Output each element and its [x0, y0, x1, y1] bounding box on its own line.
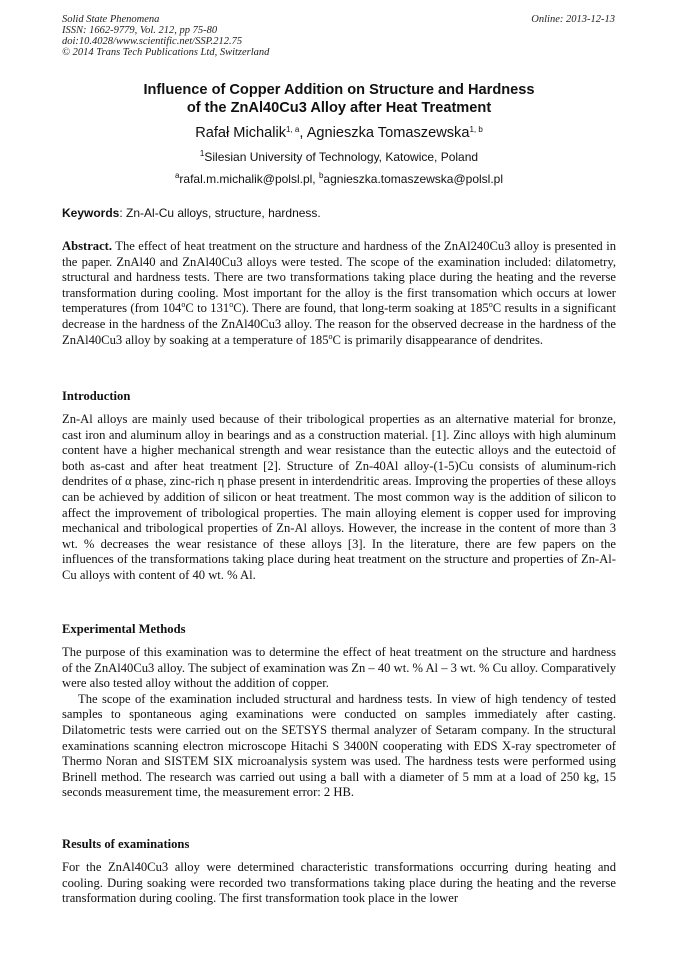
paper-title: [62, 81, 616, 117]
methods-paragraph-2: The scope of the examination included structural and hardness tests. In view of high tendency of tested samples to spontaneous aging examinations were conducted on samples immediately after casting. Dilatometric tests were carried out on the SETSYS thermal analyzer of Setaram company. In the structural examinations scanning electron microscope Hitachi S 3400N cooperating with EDS X-ray spectrometer of Thermo Noran and SISTEM SIX microanalysis system was used. The hardness tests were performed using Brinell method. The research was carried out using a ball with a diameter of 5 mm at a load of 250 kg, 15 seconds measurement time, the measurement error: 2 HB.: [62, 691, 616, 800]
results-text: For the ZnAl40Cu3 alloy were determined characteristic transformations occurring during heating and cooling. During soaking were recorded two transformations taking place during the heating and the reverse transformation during cooling. The first transformation took place in the lower: [62, 860, 616, 906]
issn-line: ISSN: 1662-9779, Vol. 212, pp 75-80: [62, 25, 218, 36]
author-emails: $^a$rafal.m.michalik@polsl.pl, $^b$agnieszka.tomaszewska@polsl.pl: [174, 171, 504, 186]
methods-paragraph-1: The purpose of this examination was to determine the effect of heat treatment on the structure and hardness of the ZnAl40Cu3 alloy. The subject of examination was Zn – 40 wt. % Al – 3 wt. % Cu alloy. Comparatively were also tested alloy without the addition of copper.: [62, 645, 616, 691]
abstract-label: Abstract.: [62, 239, 113, 253]
methods-text: [62, 645, 616, 801]
keywords-text: : Zn-Al-Cu alloys, structure, hardness.: [119, 206, 321, 220]
email-b[interactable]: agnieszka.tomaszewska@polsl.pl: [323, 172, 504, 186]
author-2: Agnieszka Tomaszewska: [306, 125, 470, 141]
keywords-label: Keywords: [62, 206, 120, 220]
abstract: Abstract. The effect of heat treatment on the structure and hardness of the ZnAl240Cu3 alloy is presented in the paper. ZnAl40 and ZnAl40Cu3 alloys were tested. The scope of the examination included: dilatometry, structural and hardness tests. There are two transformations taking place during the heating and the reverse transformation during cooling. Most important for the alloy is the first transomation which occurs at lower temperatures (from 104$^o$C to 131$^o$C). There are found, that long-term soaking at 185$^o$C results in a significant decrease in the hardness of the ZnAl40Cu3 alloy. The reason for the observed decrease in the hardness of the ZnAl40Cu3 alloy by soaking at a temperature of 185$^o$C is primarily disappearance of dendrites.: [62, 239, 617, 347]
email-a[interactable]: rafal.m.michalik@polsl.pl,: [179, 172, 319, 186]
results-heading: Results of examinations: [62, 837, 190, 851]
journal-name: Solid State Phenomena: [62, 14, 160, 25]
title-line-2: of the ZnAl40Cu3 Alloy after Heat Treatment: [186, 100, 492, 116]
doi-line: doi:10.4028/www.scientific.net/SSP.212.75: [62, 36, 243, 47]
author-1-sup: 1, a: [286, 125, 300, 134]
author-separator: ,: [299, 125, 307, 141]
affiliation-text: Silesian University of Technology, Katowice, Poland: [204, 150, 479, 164]
author-list: [62, 124, 616, 142]
introduction-text: Zn-Al alloys are mainly used because of their tribological properties as an alternative material for bronze, cast iron and aluminum alloy in bearings and as a construction material. [1]. Zinc alloys with high aluminum content have a higher mechanical strength and wear resistance than the eutectic alloys and the eutectoid of both as-cast and after heat treatment [2]. Structure of Zn-40Al alloy-(1-5)Cu consists of aluminum-rich dendrites of α phase, zinc-rich η phase present in interdendritic areas. Improving the properties of these alloys can be achieved by addition of silicon or heat treatment. The most common way is the addition of silicon to affect the improvement of tribological properties. The main alloying element is copper used for improving mechanical and tribological properties of Zn-Al alloys. However, the increase in the content of more than 3 wt. % decreases the wear resistance of these alloys [3]. In the literature, there are few papers on the influences of the transformations taking place during heat treatment on the structure and properties of Zn-Al-Cu alloys with content of 40 wt. % Al.: [62, 412, 616, 582]
online-date: Online: 2013-12-13: [531, 14, 615, 25]
copyright-line: © 2014 Trans Tech Publications Ltd, Switzerland: [62, 47, 270, 58]
methods-heading: Experimental Methods: [62, 622, 186, 636]
author-1: Rafał Michalik: [195, 125, 287, 141]
affiliation: [62, 149, 616, 165]
journal-header: [62, 14, 269, 58]
introduction-heading: Introduction: [62, 389, 131, 403]
keywords: [62, 205, 616, 221]
title-line-1: Influence of Copper Addition on Structure and Hardness: [143, 82, 535, 98]
author-2-sup: 1, b: [469, 125, 483, 134]
affiliation-sup: 1: [199, 149, 205, 158]
